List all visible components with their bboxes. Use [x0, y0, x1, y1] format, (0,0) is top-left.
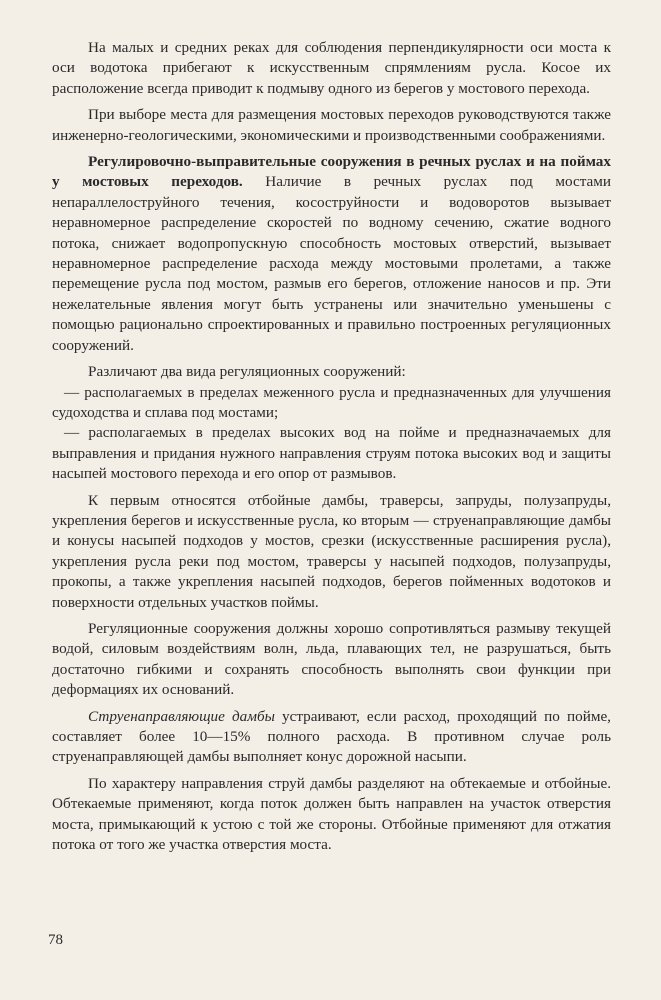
- paragraph-5: К первым относятся отбойные дамбы, траверсы, запруды, полузапруды, укрепления берегов и искусственные русла, ко вторым — струенаправляющие дамбы и конусы насыпей подходов у мостов, срезки (искусственные расширения русла), укрепления русла реки под мостом, траверсы у насыпей подходов, полузапруды, прокопы, а также укрепления насыпей подходов, берегов пойменных водотоков и поверхности отдельных участков поймы.: [52, 491, 611, 611]
- list-item-1: — располагаемых в пределах меженного русла и предназначенных для улучшения судоходства и сплава под мостами;: [52, 383, 611, 421]
- paragraph-4: Различают два вида регуляционных сооружений:: [88, 363, 406, 381]
- body-text: [52, 38, 611, 855]
- paragraph-2: При выборе места для размещения мостовых переходов руководствуются также инженерно-геологическими, экономическими и производственными соображениями.: [52, 106, 611, 144]
- page-number: 78: [48, 932, 63, 948]
- paragraph-3-body: Наличие в речных руслах под мостами непараллелоструйного течения, косоструйности и водоворотов вызывает неравномерное распределение скоростей по водному сечению, сжатие водного потока, снижает водопропускную способность мостовых отверстий, вызывает неравномерное распределение расхода между мостовыми пролетами, а также перемещение русла под мостом, размыв его берегов, отложение наносов и пр. Эти нежелательные явления могут быть устранены или значительно уменьшены с помощью рационально спроектированных и правильно построенных регуляционных сооружений.: [52, 173, 611, 354]
- italic-term: Струенаправляющие дамбы: [88, 707, 275, 725]
- paragraph-8: По характеру направления струй дамбы разделяют на обтекаемые и отбойные. Обтекаемые применяют, когда поток должен быть направлен на участок отверстия моста, примыкающий к устою с той же стороны. Отбойные применяют для отжатия потока от того же участка отверстия моста.: [52, 774, 611, 854]
- section-heading: Регулировочно-выправительные сооружения в речных руслах и на поймах у мостовых переходов.: [52, 153, 611, 191]
- list-item-2: — располагаемых в пределах высоких вод на пойме и предназначаемых для выправления и придания нужного направления струям потока высоких вод и защиты насыпей мостового перехода и его опор от размывов.: [52, 424, 611, 483]
- paragraph-1: На малых и средних реках для соблюдения перпендикулярности оси моста к оси водотока прибегают к искусственным спрямлениям русла. Косое их расположение всегда приводит к подмыву одного из берегов у мостового перехода.: [52, 39, 611, 97]
- paragraph-3: [52, 152, 611, 356]
- paragraph-7: [52, 707, 611, 768]
- paragraph-6: Регуляционные сооружения должны хорошо сопротивляться размыву текущей водой, силовым воздействиям волн, льда, плавающих тел, не разрушаться, быть достаточно гибкими и сохранять способность выполнять свои функции при деформациях их оснований.: [52, 619, 611, 699]
- paragraph-7-body: устраивают, если расход, проходящий по пойме, составляет более 10—15% полного расхода. В противном случае роль струенаправляющей дамбы выполняет конус дорожной насыпи.: [52, 707, 611, 766]
